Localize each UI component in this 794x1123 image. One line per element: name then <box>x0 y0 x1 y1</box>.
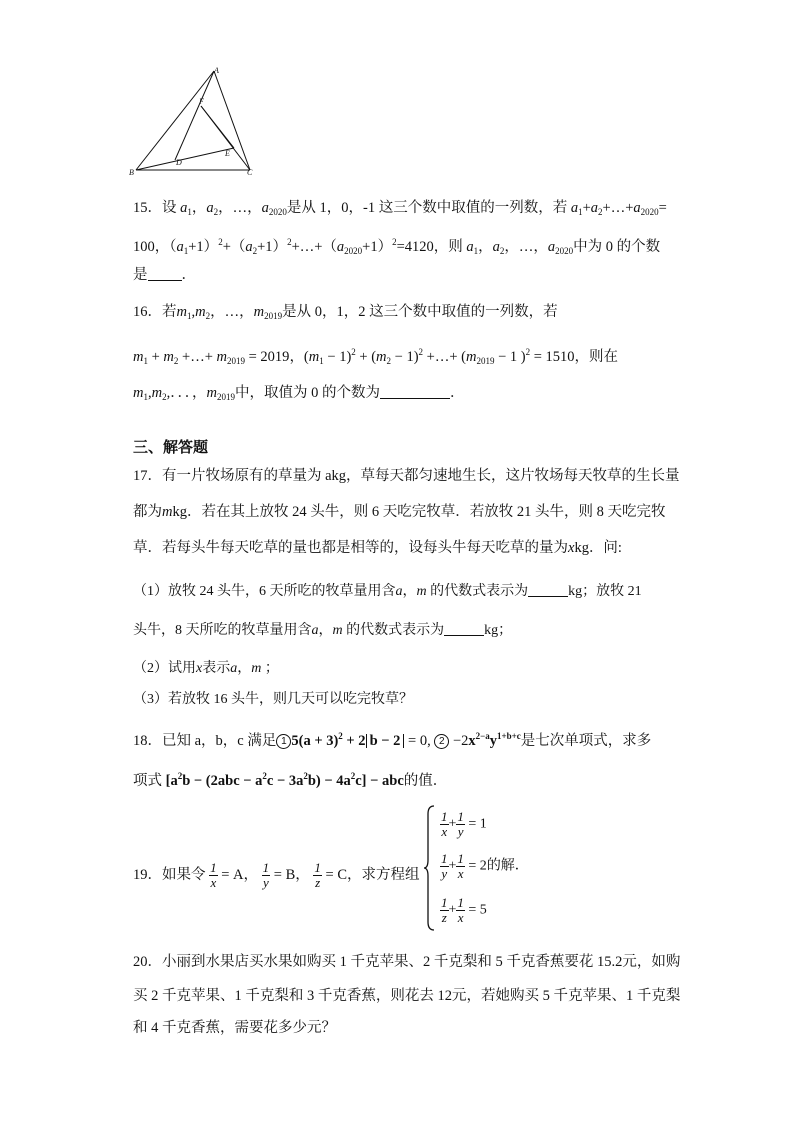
circled-two: 2 <box>434 734 449 749</box>
q18-text-c: 项式 <box>133 773 162 789</box>
q18-text-d: 的值． <box>403 773 448 789</box>
q15-text-d: =4120，则 <box>396 239 463 255</box>
system-eq-3: $\frac{1}{z}$ + $\frac{1}{x}$ = 5 <box>441 895 487 925</box>
frac-1-over-x: $\frac{1}{x}$ <box>210 860 217 890</box>
q17-text-1: 17．有一片牧场原有的草量为 akg，草每天都匀速地生长，这片牧场每天牧草的生长量 <box>133 468 680 484</box>
label-e: E <box>225 149 230 158</box>
q17-blank-2[interactable] <box>444 622 484 636</box>
q16-answer-blank[interactable] <box>380 385 450 399</box>
q20-line2 <box>133 986 680 1006</box>
label-a: A <box>214 66 219 75</box>
label-b: B <box>129 168 134 177</box>
q15-text-a: 15．设 <box>133 200 177 216</box>
q15-text-b: 是从 1，0，-1 这三个数中取值的一列数，若 <box>286 200 568 216</box>
q16-line2: $m_1 + m_2$ +…+ $m_{2019} = 2019$，$(m_1 - 1)^2 + (m_2 - 1)^2$ +…+ ($m_{2019} - 1$ )$^2$ = 1510，则在 <box>133 347 619 366</box>
frac-1-over-z: $\frac{1}{z}$ <box>314 860 321 890</box>
q16-eq2: = 1510 <box>533 349 575 365</box>
q16-text-b: 是从 0，1，2 这三个数中取值的一列数，若 <box>282 304 558 320</box>
circled-one: 1 <box>276 734 291 749</box>
q17-text-2a: 都为 <box>133 504 162 520</box>
q15-line1: 15．设 $a_1$，$a_2$，…，$a_{2020}$是从 1，0，-1 这三个数中取值的一列数，若 $a_1+a_2+\dots+a_{2020}=$ <box>133 200 667 217</box>
label-c: C <box>247 168 253 177</box>
q15-text-f: 是 <box>133 267 148 283</box>
q19-main: 19．如果令 $\frac{1}{x}$ = A， $\frac{1}{y}$ = B， $\frac{1}{z}$ = C，求方程组 <box>133 860 420 890</box>
q16-line3: $m_1,m_2$,．．．，$m_{2019}$中，取值为 0 的个数为 ． <box>133 385 465 402</box>
q17-text-4b: 的代数式表示为 <box>430 584 529 599</box>
q15-line2: 100，$(a_1+1)^2+(a_2+1)^2+\dots+(a_{2020}+1)^2=4120$，则 $a_1$，$a_2$，…，$a_{2020}$中为 0 的个数 <box>133 237 661 256</box>
q20-line1 <box>133 952 680 972</box>
label-f: F <box>199 97 204 106</box>
q19-eq-b: = B <box>273 866 296 883</box>
q19-text-b: ，求方程组 <box>347 866 420 883</box>
sys2-rhs: = 2 <box>468 858 487 874</box>
q17-line1 <box>133 466 680 486</box>
q20-text-3: 和 4 千克香蕉，需要花多少元？ <box>133 1020 336 1036</box>
q17-line6: （2）试用x表示a，m ； <box>133 661 279 676</box>
q17-text-6b: 表示 <box>202 661 231 676</box>
q15-text-c: 100，（ <box>133 239 177 255</box>
q18-text-b: 是七次单项式，求多 <box>520 733 652 749</box>
triangle-figure <box>128 66 263 178</box>
q17-text-5c: kg； <box>484 623 513 638</box>
q15-text-e: 中为 0 的个数 <box>573 239 661 255</box>
sys1-rhs: = 1 <box>468 816 487 832</box>
q17-text-5b: 的代数式表示为 <box>346 623 445 638</box>
system-eq-2: $\frac{1}{y}$ + $\frac{1}{x}$ = 2的解． <box>441 851 529 881</box>
q17-line2: 都为mkg．若在其上放牧 24 头牛，则 6 天吃完牧草．若放牧 21 头牛，则 8 天吃完牧 <box>133 504 666 520</box>
system-brace <box>424 804 436 932</box>
q17-line3: 草．若每头牛每天吃草的量也都是相等的，设每头牛每天吃草的量为xkg．问: <box>133 540 622 556</box>
q19-text-a: 19．如果令 <box>133 866 206 883</box>
frac-1-over-y: $\frac{1}{y}$ <box>262 860 270 890</box>
q17-text-3b: kg．问: <box>574 540 622 556</box>
q16-text-d: 中，取值为 0 的个数为 <box>234 385 380 401</box>
q16-text-c: ，则在 <box>574 349 619 365</box>
q19-eq-a: = A <box>221 866 244 883</box>
q16-line1: 16．若$m_1,m_2$，…，$m_{2019}$是从 0，1，2 这三个数中取值的一列数，若 <box>133 304 558 321</box>
q17-text-6a: （2）试用 <box>133 661 196 676</box>
q15-line3: 是 ． <box>133 267 196 283</box>
q15-answer-blank[interactable] <box>148 267 182 281</box>
q17-text-7: （3）若放牧 16 头牛，则几天可以吃完牧草？ <box>133 692 413 707</box>
q18-line1: 18．已知 a，b，c 满足 1 $5(a + 3)^2 + 2$ b − 2 = 0, $2 -2x^{2-a}y^{1+b+c}$是七次单项式，求多 <box>133 731 652 749</box>
q17-text-3a: 草．若每头牛每天吃草的量也都是相等的，设每头牛每天吃草的量为 <box>133 540 568 556</box>
q20-line3 <box>133 1018 336 1038</box>
q17-line5: 头牛，8 天所吃的牧草量用含a，m 的代数式表示为 kg； <box>133 623 513 638</box>
q18-text-a: 18．已知 a，b，c 满足 <box>133 733 277 749</box>
q17-line4: （1）放牧 24 头牛，6 天所吃的牧草量用含a，m 的代数式表示为 kg；放牧 21 <box>133 584 642 599</box>
q17-text-5a: 头牛，8 天所吃的牧草量用含 <box>133 623 312 638</box>
q17-text-4c: kg；放牧 21 <box>568 584 642 599</box>
q19-text-c: 的解． <box>486 858 529 874</box>
label-d: D <box>176 158 182 167</box>
q18-line2: 项式 $[a^2b - (2abc - a^2c - 3a^2b) - 4a^2c]$ − abc的值． <box>133 771 448 789</box>
q16-eq1: = 2019 <box>248 349 290 365</box>
q19-eq-c: = C <box>325 866 347 883</box>
q17-text-2b: kg．若在其上放牧 24 头牛，则 6 天吃完牧草．若放牧 21 头牛，则 8 天吃完牧 <box>172 504 666 520</box>
q20-text-2: 买 2 千克苹果、1 千克梨和 3 千克香蕉，则花去 12元，若她购买 5 千克苹果、1 千克梨 <box>133 988 681 1004</box>
q17-text-4a: （1）放牧 24 头牛，6 天所吃的牧草量用含 <box>133 584 396 599</box>
section-title: 三、解答题 <box>133 439 209 456</box>
q17-line7 <box>133 690 413 710</box>
sys3-rhs: = 5 <box>468 902 487 918</box>
q16-text-a: 16．若 <box>133 304 177 320</box>
q20-text-1: 20．小丽到水果店买水果如购买 1 千克苹果、2 千克梨和 5 千克香蕉要花 15.2元，如购 <box>133 954 681 970</box>
system-eq-1: $\frac{1}{x}$ + $\frac{1}{y}$ = 1 <box>441 809 487 839</box>
q17-blank-1[interactable] <box>528 583 568 597</box>
